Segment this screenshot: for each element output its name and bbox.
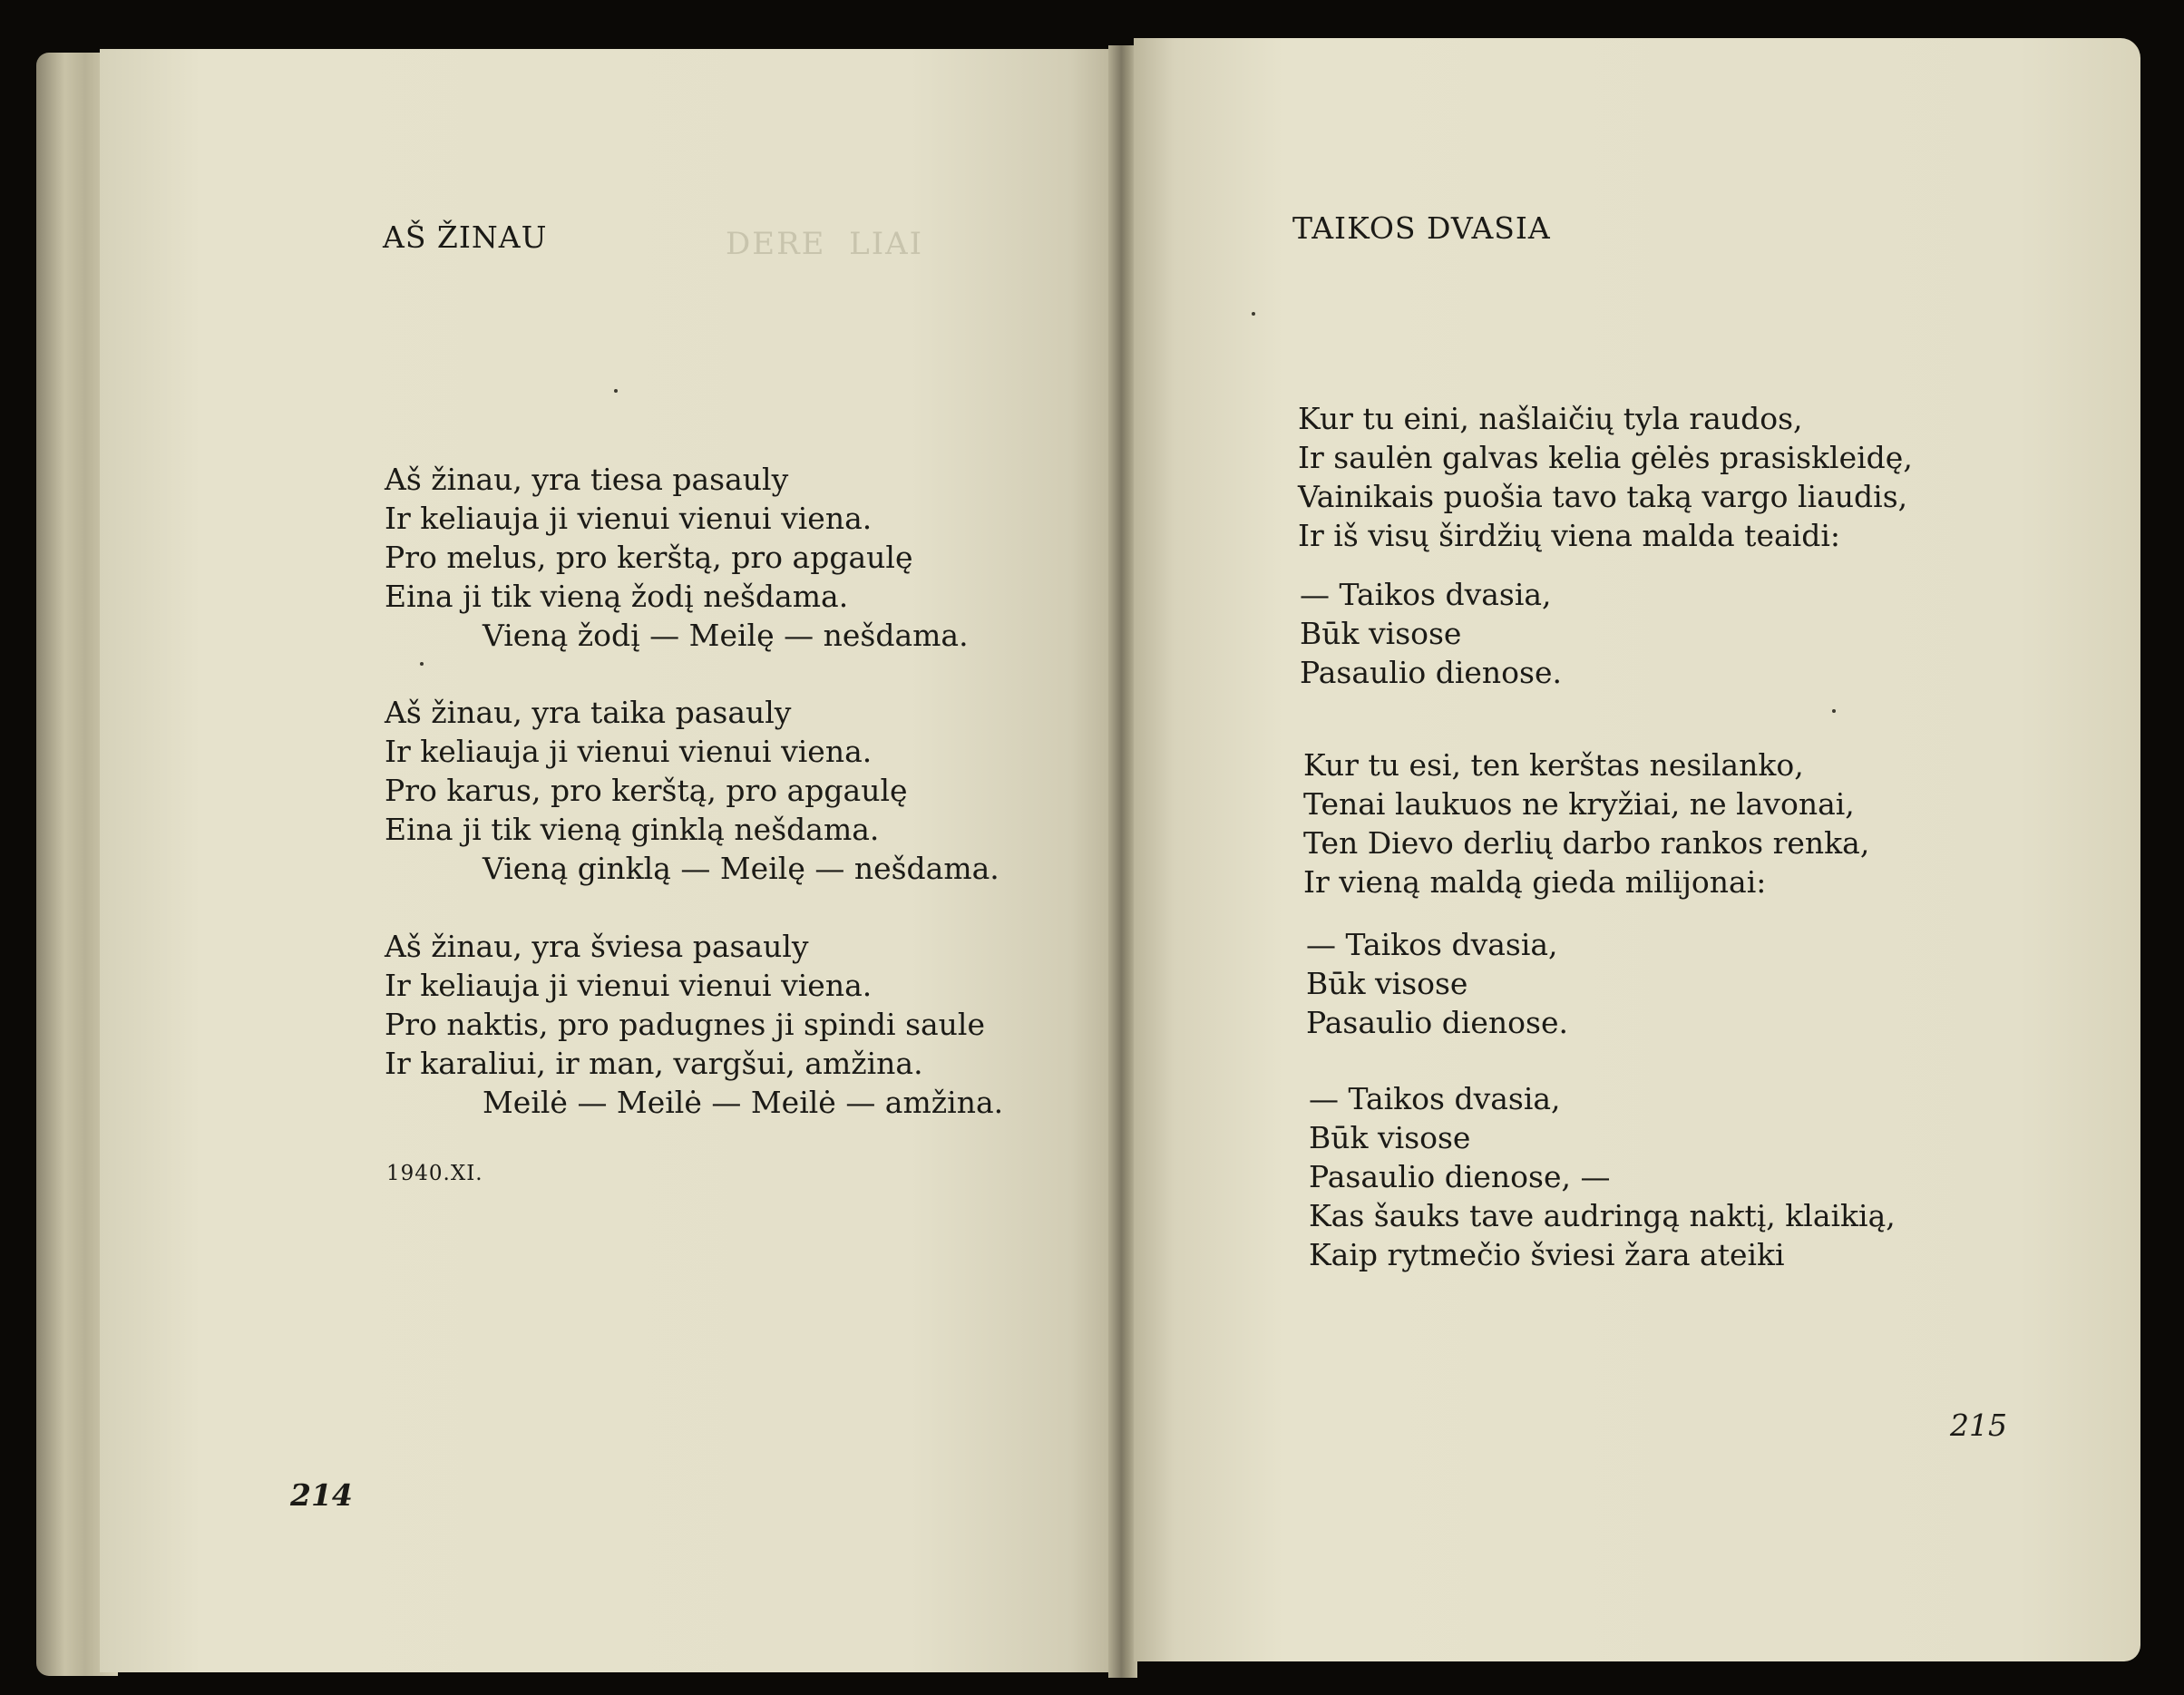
verse-line: Pro naktis, pro padugnes ji spindi saule bbox=[385, 1007, 986, 1042]
poem-title: AŠ ŽINAU bbox=[383, 219, 548, 255]
stanza bbox=[385, 927, 1003, 1122]
verse-line: Pro melus, pro kerštą, pro apgaulę bbox=[385, 540, 913, 575]
stanza bbox=[385, 460, 969, 655]
verse-line: Vieną žodį — Meilę — nešdama. bbox=[483, 618, 969, 653]
left-page bbox=[100, 49, 1111, 1672]
ink-speck bbox=[1832, 709, 1836, 713]
verse-line: Būk visose bbox=[1309, 1120, 1471, 1155]
ink-speck bbox=[420, 662, 424, 666]
verse-line: — Taikos dvasia, bbox=[1300, 577, 1552, 612]
ink-speck bbox=[1252, 312, 1255, 316]
poem-date: 1940.XI. bbox=[386, 1162, 483, 1185]
verse-line: Ir keliauja ji vienui vienui viena. bbox=[385, 501, 873, 536]
verse-line: Ten Dievo derlių darbo rankos renka, bbox=[1303, 825, 1870, 861]
verse-line: Aš žinau, yra tiesa pasauly bbox=[385, 462, 789, 497]
verse-line: Ir keliauja ji vienui vienui viena. bbox=[385, 968, 873, 1003]
verse-line: Pasaulio dienose, — bbox=[1309, 1159, 1611, 1194]
verse-line: Aš žinau, yra šviesa pasauly bbox=[385, 929, 809, 964]
verse-line: — Taikos dvasia, bbox=[1309, 1081, 1561, 1116]
verse-line: Vainikais puošia tavo taką vargo liaudis, bbox=[1298, 479, 1908, 514]
verse-line: Kur tu esi, ten kerštas nesilanko, bbox=[1303, 747, 1804, 783]
refrain bbox=[1300, 575, 1562, 692]
right-page bbox=[1134, 38, 2140, 1661]
page-number: 214 bbox=[290, 1477, 353, 1513]
verse-line: Pasaulio dienose. bbox=[1300, 655, 1563, 690]
verse-line: Ir saulėn galvas kelia gėlės prasiskleidę, bbox=[1298, 440, 1913, 475]
verse-line: Pro karus, pro kerštą, pro apgaulę bbox=[385, 773, 908, 808]
stanza bbox=[1298, 399, 1913, 555]
poem-title: TAIKOS DVASIA bbox=[1292, 210, 1551, 246]
verse-line: Ir keliauja ji vienui vienui viena. bbox=[385, 734, 873, 769]
verse-line: Aš žinau, yra taika pasauly bbox=[385, 695, 792, 730]
ink-speck bbox=[614, 389, 618, 393]
verse-line: Ir karaliui, ir man, vargšui, amžina. bbox=[385, 1046, 923, 1081]
show-through-text: DERE LIAI bbox=[726, 226, 924, 262]
verse-line: Ir vieną maldą gieda milijonai: bbox=[1303, 864, 1767, 900]
stanza bbox=[385, 693, 999, 888]
verse-line: Būk visose bbox=[1306, 966, 1468, 1001]
verse-line: Tenai laukuos ne kryžiai, ne lavonai, bbox=[1303, 786, 1855, 822]
verse-line: Kaip rytmečio šviesi žara ateiki bbox=[1309, 1237, 1785, 1272]
verse-line: Būk visose bbox=[1300, 616, 1462, 651]
stanza bbox=[1309, 1079, 1896, 1274]
verse-line: Eina ji tik vieną ginklą nešdama. bbox=[385, 812, 880, 847]
refrain bbox=[1306, 925, 1568, 1042]
verse-line: — Taikos dvasia, bbox=[1306, 927, 1558, 962]
verse-line: Kas šauks tave audringą naktį, klaikią, bbox=[1309, 1198, 1896, 1233]
verse-line: Eina ji tik vieną žodį nešdama. bbox=[385, 579, 849, 614]
stanza bbox=[1303, 745, 1869, 901]
verse-line: Meilė — Meilė — Meilė — amžina. bbox=[483, 1085, 1004, 1120]
verse-line: Pasaulio dienose. bbox=[1306, 1005, 1569, 1040]
verse-line: Kur tu eini, našlaičių tyla raudos, bbox=[1298, 401, 1803, 436]
verse-line: Vieną ginklą — Meilę — nešdama. bbox=[483, 851, 999, 886]
verse-line: Ir iš visų širdžių viena malda teaidi: bbox=[1298, 518, 1840, 553]
page-number: 215 bbox=[1950, 1408, 2007, 1443]
